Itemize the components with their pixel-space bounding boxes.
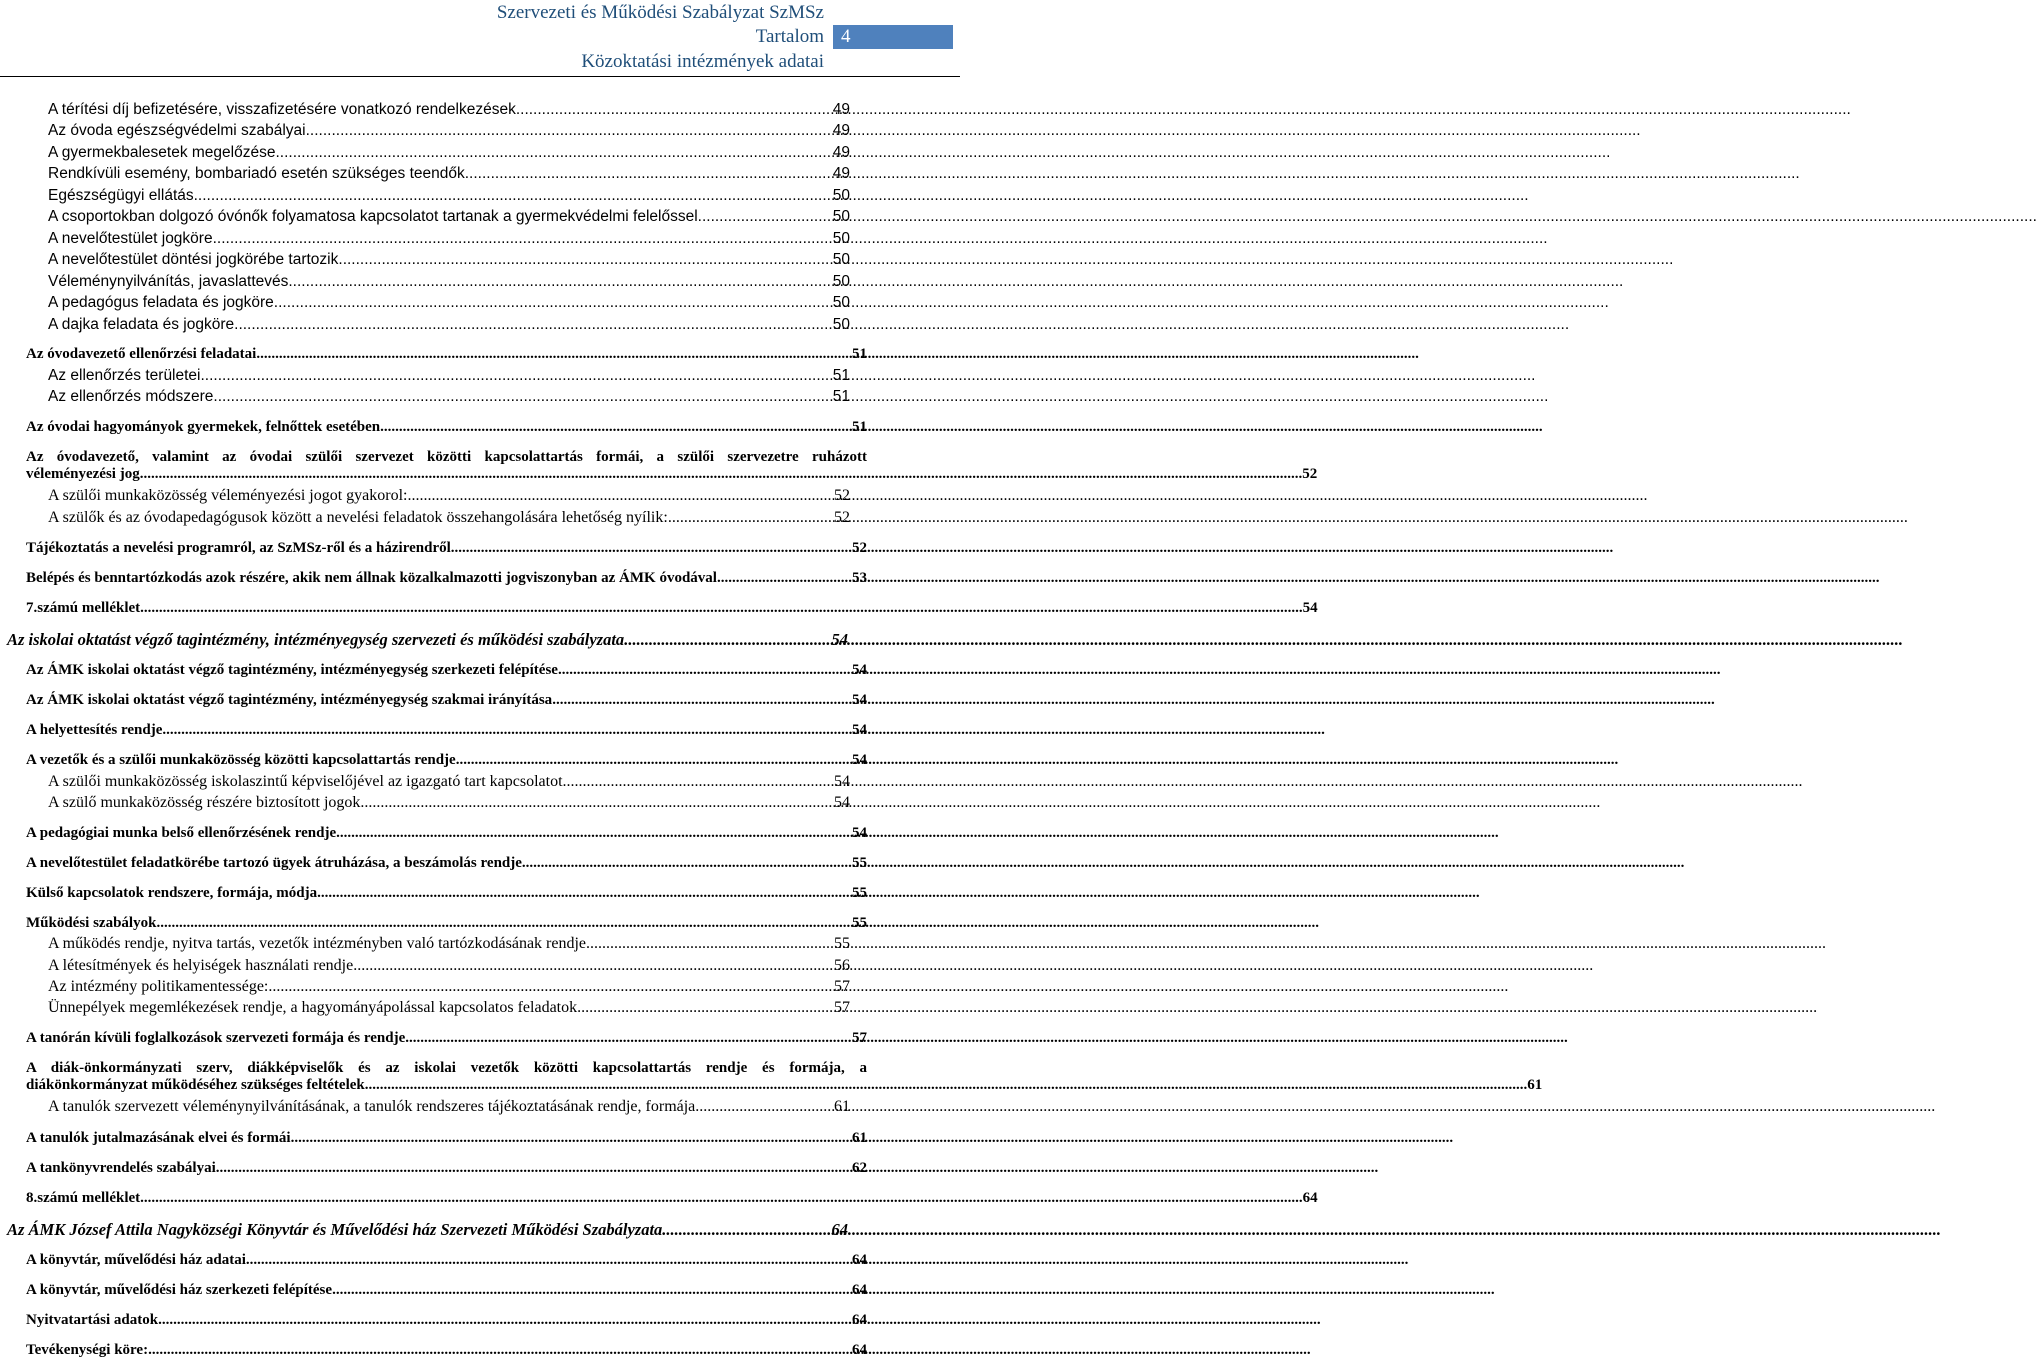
toc-entry-title: Az intézmény politikamentessége:	[48, 978, 269, 995]
toc-entry-page: 53	[852, 570, 867, 586]
toc-entry-page: 64	[1302, 1190, 1318, 1206]
toc-entry-title: Rendkívüli esemény, bombariadó esetén szükséges teendők	[48, 165, 465, 182]
toc-entry-title: Tájékoztatás a nevelési programról, az SzMSz-ről és a házirendről	[26, 540, 451, 556]
toc-entry-page: 51	[852, 346, 867, 362]
toc-entry-title-continued: véleményezési jog	[26, 466, 140, 482]
toc-entry[interactable]	[26, 825, 867, 842]
toc-entry-title: Tevékenységi köre:	[26, 1342, 149, 1358]
toc-entry-page: 64	[852, 1252, 867, 1268]
toc-entry-title: számú melléklet	[37, 1190, 141, 1206]
toc-entry-title: Az ellenőrzés módszere	[48, 388, 214, 405]
toc-entry-page: 64	[852, 1342, 867, 1358]
toc-entry-title: Ünnepélyek megemlékezések rendje, a hagyományápolással kapcsolatos feladatok	[48, 999, 578, 1016]
toc-entry-title: A vezetők és a szülői munkaközösség közötti kapcsolattartás rendje	[26, 752, 456, 768]
toc-entry-title: Az ÁMK József Attila Nagyközségi Könyvtár és Művelődési ház Szervezeti Működési Szabályzata	[7, 1220, 663, 1239]
header-page-number: 4	[833, 25, 953, 49]
toc-entry-title-continued: diákönkormányzat működéséhez szükséges feltételek	[26, 1077, 365, 1093]
toc-entry-title: Az óvoda egészségvédelmi szabályai	[48, 122, 306, 139]
toc-entry-number: 7.	[26, 600, 38, 616]
toc-entry-title: A térítési díj befizetésére, visszafizetésére vonatkozó rendelkezések	[48, 101, 516, 118]
toc-entry-page: 50	[832, 230, 850, 247]
toc-entry-title: A tanulók szervezett véleménynyilvánításának, a tanulók rendszeres tájékoztatásának rendje, formája	[48, 1098, 696, 1115]
toc-entry-title: Egészségügyi ellátás	[48, 187, 194, 204]
toc-entry[interactable]	[48, 316, 850, 334]
toc-entry[interactable]	[48, 273, 850, 291]
toc-entry-title: A diák-önkormányzati szerv, diákképviselők és az iskolai vezetők közötti kapcsolattartás rendje és formája, a	[26, 1060, 867, 1076]
toc-entry[interactable]	[7, 1220, 848, 1240]
toc-entry-page: 55	[852, 885, 867, 901]
toc-entry-title: A szülői munkaközösség véleményezési jogot gyakorol:	[48, 487, 408, 504]
toc-entry[interactable]	[26, 1252, 867, 1269]
header-subsection-title: Közoktatási intézmények adatai	[581, 51, 824, 72]
toc-entry-page: 51	[852, 419, 867, 435]
toc-entry-title: Belépés és benntartózkodás azok részére, akik nem állnak közalkalmazotti jogviszonyban az ÁMK óvodával	[26, 570, 717, 586]
toc-entry-page: 50	[832, 251, 850, 268]
toc-entry-title: Működési szabályok	[26, 915, 157, 931]
toc-entry-title: Az ellenőrzés területei	[48, 367, 201, 384]
toc-entry[interactable]	[48, 294, 850, 312]
toc-entry-title: Az ÁMK iskolai oktatást végző tagintézmény, intézményegység szakmai irányítása	[26, 692, 553, 708]
toc-entry-page: 62	[852, 1160, 867, 1176]
toc-entry[interactable]	[26, 419, 867, 436]
toc-entry-title: A csoportokban dolgozó óvónők folyamatosa kapcsolatot tartanak a gyermekvédelmi felelőssel.	[48, 208, 702, 225]
toc-entry-title: A szülők és az óvodapedagógusok között a nevelési feladatok összehangolására lehetőség nyílik:	[48, 509, 668, 526]
page-header	[0, 0, 960, 80]
toc-entry-title: A nevelőtestület feladatkörébe tartozó ügyek átruházása, a beszámolás rendje	[26, 855, 522, 871]
toc-entry[interactable]	[26, 1030, 867, 1047]
toc-entry-page: 49	[832, 101, 850, 118]
toc-entry-title: Véleménynyilvánítás, javaslattevés	[48, 273, 289, 290]
toc-entry[interactable]	[48, 367, 850, 385]
toc-entry-page: 49	[832, 165, 850, 182]
toc-entry-page: 54	[831, 630, 848, 649]
toc-entry-page: 52	[834, 487, 850, 504]
toc-entry[interactable]	[48, 935, 850, 953]
toc-entry-title: A tankönyvrendelés szabályai	[26, 1160, 216, 1176]
toc-entry[interactable]	[26, 1342, 867, 1359]
header-divider	[0, 76, 960, 77]
toc-entry-page: 57	[834, 999, 850, 1016]
toc-entry-title: A tanórán kívüli foglalkozások szervezeti formája és rendje	[26, 1030, 406, 1046]
toc-entry-page: 61	[852, 1130, 867, 1146]
toc-entry[interactable]	[48, 165, 850, 183]
toc-entry-title: A dajka feladata és jogköre	[48, 316, 235, 333]
toc-entry-page: 49	[832, 144, 850, 161]
toc-entry[interactable]	[26, 1312, 867, 1329]
toc-entry[interactable]	[48, 187, 850, 205]
toc-entry-page: 50	[832, 294, 850, 311]
toc-entry-title: Az óvodavezető ellenőrzési feladatai	[26, 346, 257, 362]
toc-entry[interactable]	[48, 773, 850, 791]
toc-entry[interactable]	[48, 144, 850, 162]
toc-entry-page: 55	[852, 915, 867, 931]
toc-entry[interactable]	[48, 388, 850, 406]
toc-entry[interactable]	[26, 752, 867, 769]
toc-entry[interactable]	[26, 855, 867, 872]
toc-entry[interactable]	[7, 630, 848, 650]
toc-entry[interactable]	[26, 722, 867, 739]
toc-entry-title: A létesítmények és helyiségek használati rendje	[48, 957, 354, 974]
toc-entry[interactable]	[26, 1190, 1318, 1207]
toc-entry[interactable]	[26, 600, 1318, 617]
toc-entry-page: 54	[1302, 600, 1318, 616]
toc-entry-page: 57	[852, 1030, 867, 1046]
toc-entry[interactable]	[48, 978, 850, 996]
toc-entry-title: Az ÁMK iskolai oktatást végző tagintézmény, intézményegység szerkezeti felépítése	[26, 662, 558, 678]
toc-entry[interactable]	[48, 122, 850, 140]
toc-entry[interactable]	[26, 346, 867, 363]
toc-entry[interactable]	[48, 509, 850, 527]
toc-entry[interactable]	[26, 692, 867, 709]
toc-entry-page: 52	[834, 509, 850, 526]
toc-entry-title: Az óvodai hagyományok gyermekek, felnőttek esetében	[26, 419, 381, 435]
toc-entry[interactable]	[48, 251, 850, 269]
toc-entry-page: 57	[834, 978, 850, 995]
toc-entry-page: 54	[852, 692, 867, 708]
toc-entry[interactable]	[48, 230, 850, 248]
toc-entry-title: Az iskolai oktatást végző tagintézmény, intézményegység szervezeti és működési szabályzata	[7, 630, 625, 649]
toc-entry[interactable]	[26, 540, 867, 557]
toc-entry-title: Az óvodavezető, valamint az óvodai szülői szervezet közötti kapcsolattartás formái, a szülői szervezetre ruházott	[26, 449, 867, 465]
header-document-title: Szervezeti és Működési Szabályzat SzMSz	[496, 2, 824, 23]
toc-entry-page: 55	[852, 855, 867, 871]
toc-entry-title: A szülői munkaközösség iskolaszintű képviselőjével az igazgató tart kapcsolatot	[48, 773, 563, 790]
toc-entry-page: 50	[832, 273, 850, 290]
toc-entry-page: 49	[832, 122, 850, 139]
toc-entry-title: számú melléklet	[37, 600, 141, 616]
toc-entry-page: 50	[832, 187, 850, 204]
toc-entry-title: A könyvtár, művelődési ház adatai	[26, 1252, 246, 1268]
toc-entry-page: 51	[832, 388, 850, 405]
toc-entry-title: A tanulók jutalmazásának elvei és formái	[26, 1130, 291, 1146]
toc-entry-page: 54	[834, 794, 850, 811]
toc-entry[interactable]	[26, 915, 867, 932]
toc-entry-page: 61	[834, 1098, 850, 1115]
toc-entry-title: A gyermekbalesetek megelőzése	[48, 144, 276, 161]
toc-entry-title: A nevelőtestület döntési jogkörébe tartozik	[48, 251, 339, 268]
toc-entry-title: A pedagógiai munka belső ellenőrzésének rendje	[26, 825, 337, 841]
toc-entry-title: A pedagógus feladata és jogköre	[48, 294, 274, 311]
toc-entry[interactable]	[26, 1130, 867, 1147]
toc-entry[interactable]	[48, 794, 850, 812]
toc-entry[interactable]	[48, 208, 850, 226]
toc-entry-title: Külső kapcsolatok rendszere, formája, módja	[26, 885, 318, 901]
toc-entry[interactable]	[26, 1282, 867, 1299]
toc-entry[interactable]	[26, 1160, 867, 1177]
toc-entry[interactable]	[26, 885, 867, 902]
toc-entry-page: 54	[852, 825, 867, 841]
toc-entry-page: 50	[832, 316, 850, 333]
toc-entry-page: 54	[852, 662, 867, 678]
toc-entry-page: 54	[852, 722, 867, 738]
toc-entry-page: 64	[852, 1312, 867, 1328]
toc-entry-page: 51	[832, 367, 850, 384]
header-section-title: Tartalom	[755, 26, 824, 47]
toc-entry-title: A helyettesítés rendje	[26, 722, 163, 738]
toc-entry-number: 8.	[26, 1190, 38, 1206]
toc-entry-page: 52	[852, 540, 867, 556]
toc-entry[interactable]	[48, 101, 850, 119]
toc-entry-title: Nyitvatartási adatok	[26, 1312, 159, 1328]
toc-entry[interactable]	[48, 999, 850, 1017]
toc-entry-title: A szülő munkaközösség részére biztosított jogok	[48, 794, 361, 811]
toc-entry-page: 61	[1527, 1077, 1543, 1093]
toc-entry-page: 50	[832, 208, 850, 225]
toc-entry[interactable]	[48, 957, 850, 975]
toc-entry[interactable]	[26, 1060, 1543, 1094]
toc-entry[interactable]	[26, 662, 867, 679]
toc-entry[interactable]	[26, 449, 1318, 483]
toc-entry-page: 64	[852, 1282, 867, 1298]
toc-entry-page: 64	[831, 1220, 848, 1239]
toc-entry[interactable]	[26, 570, 867, 587]
toc-entry-title: A könyvtár, művelődési ház szerkezeti felépítése	[26, 1282, 333, 1298]
toc-entry-page: 54	[834, 773, 850, 790]
toc-entry-title: A nevelőtestület jogköre	[48, 230, 213, 247]
toc-entry-page: 52	[1302, 466, 1318, 482]
toc-entry[interactable]	[48, 1098, 850, 1116]
toc-entry-page: 56	[834, 957, 850, 974]
toc-entry-page: 55	[834, 935, 850, 952]
toc-entry[interactable]	[48, 487, 850, 505]
toc-entry-page: 54	[852, 752, 867, 768]
toc-entry-title: A működés rendje, nyitva tartás, vezetők intézményben való tartózkodásának rendje	[48, 935, 587, 952]
